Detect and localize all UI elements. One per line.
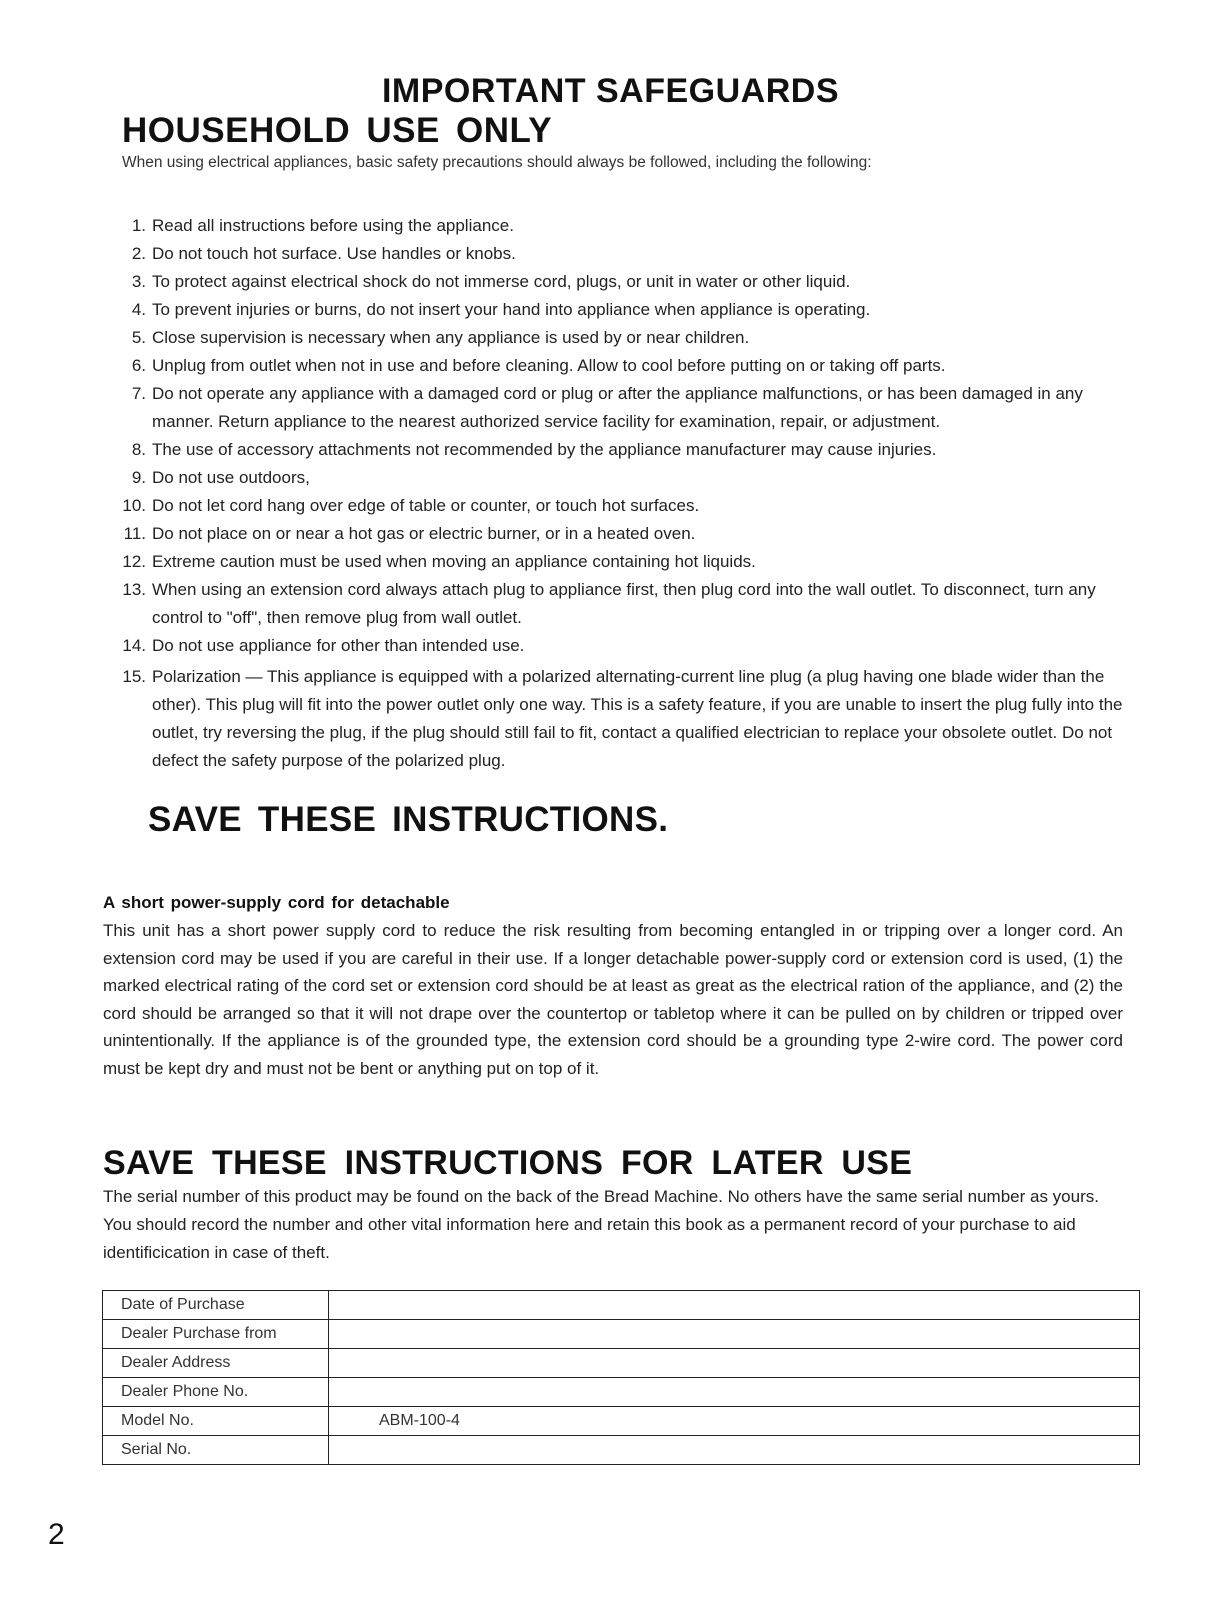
purchase-record-table xyxy=(102,1290,1140,1465)
list-item: 15. Polarization — This appliance is equipped with a polarized alternating-current line plug (a plug having one blade wider than the other). This plug will fit into the power outlet only one way. This is a safety feature, if you are unable to insert the plug fully into the outlet, try reversing the plug, if the plug should still fail to fit, contact a qualified electrician to replace your obsolete outlet. Do not defect the safety purpose of the polarized plug. xyxy=(122,667,1123,770)
list-item: 6. Unplug from outlet when not in use and before cleaning. Allow to cool before putting on or taking off parts. xyxy=(131,356,946,375)
page-subtitle: HOUSEHOLD USE ONLY xyxy=(122,111,553,150)
row-value[interactable]: ABM-100-4 xyxy=(329,1407,1140,1436)
row-value[interactable] xyxy=(329,1291,1140,1320)
table-row xyxy=(103,1291,1140,1320)
intro-text: When using electrical appliances, basic safety precautions should always be followed, including the following: xyxy=(122,154,872,171)
list-item: 4. To prevent injuries or burns, do not insert your hand into appliance when appliance is operating. xyxy=(131,300,871,319)
cord-section-title: A short power-supply cord for detachable xyxy=(103,893,450,912)
table-row xyxy=(103,1436,1140,1465)
list-item: 3. To protect against electrical shock do not immerse cord, plugs, or unit in water or other liquid. xyxy=(131,272,851,291)
list-item: 14. Do not use appliance for other than intended use. xyxy=(122,636,525,655)
table-row xyxy=(103,1349,1140,1378)
list-item: 12. Extreme caution must be used when moving an appliance containing hot liquids. xyxy=(122,552,756,571)
list-item: 11. Do not place on or near a hot gas or electric burner, or in a heated oven. xyxy=(123,524,696,543)
list-item: 1. Read all instructions before using the appliance. xyxy=(131,216,514,235)
list-item: 7. Do not operate any appliance with a damaged cord or plug or after the appliance malfunctions, or has been damaged in any manner. Return appliance to the nearest authorized service facility for examination, repair, or adjustment. xyxy=(131,384,1083,431)
row-label: Model No. xyxy=(103,1407,329,1436)
save-later-heading: SAVE THESE INSTRUCTIONS FOR LATER USE xyxy=(103,1144,913,1182)
cord-section-body: This unit has a short power supply cord to reduce the risk resulting from becoming entangled in or tripping over a longer cord. An extension cord may be used if you are careful in their use. If a longer detachable power-supply cord or extension cord is used, (1) the marked electrical rating of the cord set or extension cord should be at least as great as the electrical ration of the appliance, and (2) the cord should be arranged so that it will not drape over the countertop or tabletop where it can be pulled on by children or tripped over unintentionally. If the appliance is of the grounded type, the extension cord should be a grounding type 2-wire cord. The power cord must be kept dry and must not be bent or anything put on top of it. xyxy=(103,921,1123,1078)
list-item: 8. The use of accessory attachments not recommended by the appliance manufacturer may cause injuries. xyxy=(131,440,937,459)
save-instructions-heading: SAVE THESE INSTRUCTIONS. xyxy=(148,800,669,839)
list-item: 9. Do not use outdoors, xyxy=(131,468,310,487)
row-label: Dealer Phone No. xyxy=(103,1378,329,1407)
table-row xyxy=(103,1378,1140,1407)
row-label: Serial No. xyxy=(103,1436,329,1465)
page-title: IMPORTANT SAFEGUARDS xyxy=(381,72,840,110)
page-number: 2 xyxy=(48,1518,65,1551)
row-label: Dealer Purchase from xyxy=(103,1320,329,1349)
list-item: 5. Close supervision is necessary when any appliance is used by or near children. xyxy=(131,328,750,347)
list-item: 10. Do not let cord hang over edge of table or counter, or touch hot surfaces. xyxy=(122,496,700,515)
table-row xyxy=(103,1407,1140,1436)
row-value[interactable] xyxy=(329,1320,1140,1349)
list-item: 13. When using an extension cord always attach plug to appliance first, then plug cord into the wall outlet. To disconnect, turn any control to "off", then remove plug from wall outlet. xyxy=(122,580,1096,627)
list-item: 2. Do not touch hot surface. Use handles or knobs. xyxy=(131,244,516,263)
row-value[interactable] xyxy=(329,1378,1140,1407)
row-label: Date of Purchase xyxy=(103,1291,329,1320)
table-row xyxy=(103,1320,1140,1349)
row-value[interactable] xyxy=(329,1436,1140,1465)
safeguards-list xyxy=(118,212,1128,775)
row-label: Dealer Address xyxy=(103,1349,329,1378)
serial-number-text: The serial number of this product may be found on the back of the Bread Machine. No others have the same serial number as yours. You should record the number and other vital information here and retain this book as a permanent record of your purchase to aid identificication in case of theft. xyxy=(103,1187,1099,1262)
row-value[interactable] xyxy=(329,1349,1140,1378)
